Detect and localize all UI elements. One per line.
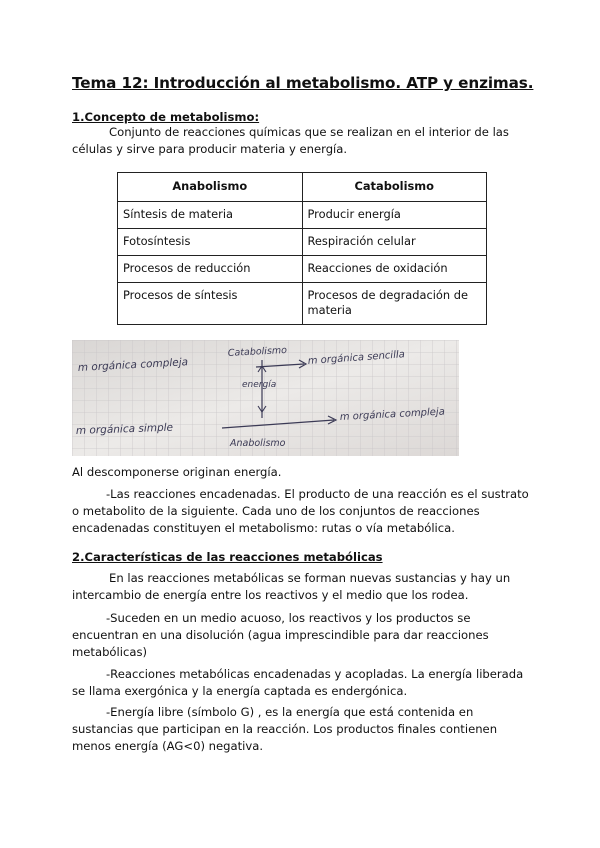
table-cell: Síntesis de materia [118,202,303,229]
page-title: Tema 12: Introducción al metabolismo. ATP y enzimas. [72,74,534,92]
table-cell: Reacciones de oxidación [302,256,487,283]
energy-sentence: Al descomponerse originan energía. [72,465,282,479]
diagram-label-catabolismo: Catabolismo [227,344,288,359]
chained-reactions-paragraph: -Las reacciones encadenadas. El producto de una reacción es el sustrato o metabolito de la siguiente. Cada uno de los conjuntos de reacciones encadenadas constituyen el metabolismo: rutas o vía metabólica. [72,487,529,535]
diagram-label-energia: energía [242,380,277,390]
table-row [118,283,487,325]
characteristics-paragraph-2: -Suceden en un medio acuoso, los reactivos y los productos se encuentran en una disolución (agua imprescindible para dar reacciones metabólicas) [72,611,489,659]
handwritten-diagram-photo [72,340,459,456]
table-row [118,229,487,256]
table-cell: Respiración celular [302,229,487,256]
table-cell: Procesos de reducción [118,256,303,283]
concept-paragraph: Conjunto de reacciones químicas que se realizan en el interior de las células y sirve para producir materia y energía. [72,125,509,156]
table-row [118,202,487,229]
characteristics-paragraph-1: En las reacciones metabólicas se forman nuevas sustancias y hay un intercambio de energía entre los reactivos y el medio que los rodea. [72,571,511,602]
diagram-label-right-bottom: m orgánica compleja [339,406,446,423]
characteristics-paragraph-4: -Energía libre (símbolo G) , es la energía que está contenida en sustancias que participan en la reacción. Los productos finales contienen menos energía (AG<0) negativa. [72,705,498,753]
table-cell: Producir energía [302,202,487,229]
metabolism-table [117,172,487,325]
diagram-label-right-top: m orgánica sencilla [307,349,406,367]
table-header-row [118,173,487,202]
table-cell: Fotosíntesis [118,229,303,256]
diagram-label-anabolismo: Anabolismo [230,438,286,449]
table-cell: Procesos de degradación de materia [302,283,487,325]
section-heading-characteristics: 2.Características de las reacciones metabólicas [72,550,383,564]
header-anabolismo: Anabolismo [118,173,303,202]
table-row [118,256,487,283]
handwritten-diagram [72,340,459,456]
table-cell: Procesos de síntesis [118,283,303,325]
diagram-label-left-top: m orgánica compleja [77,356,189,374]
section-heading-concept: 1.Concepto de metabolismo: [72,110,260,124]
diagram-label-left-bottom: m orgánica simple [75,421,174,437]
header-catabolismo: Catabolismo [302,173,487,202]
characteristics-paragraph-3: -Reacciones metabólicas encadenadas y acopladas. La energía liberada se llama exergónica y la energía captada es endergónica. [72,667,524,698]
